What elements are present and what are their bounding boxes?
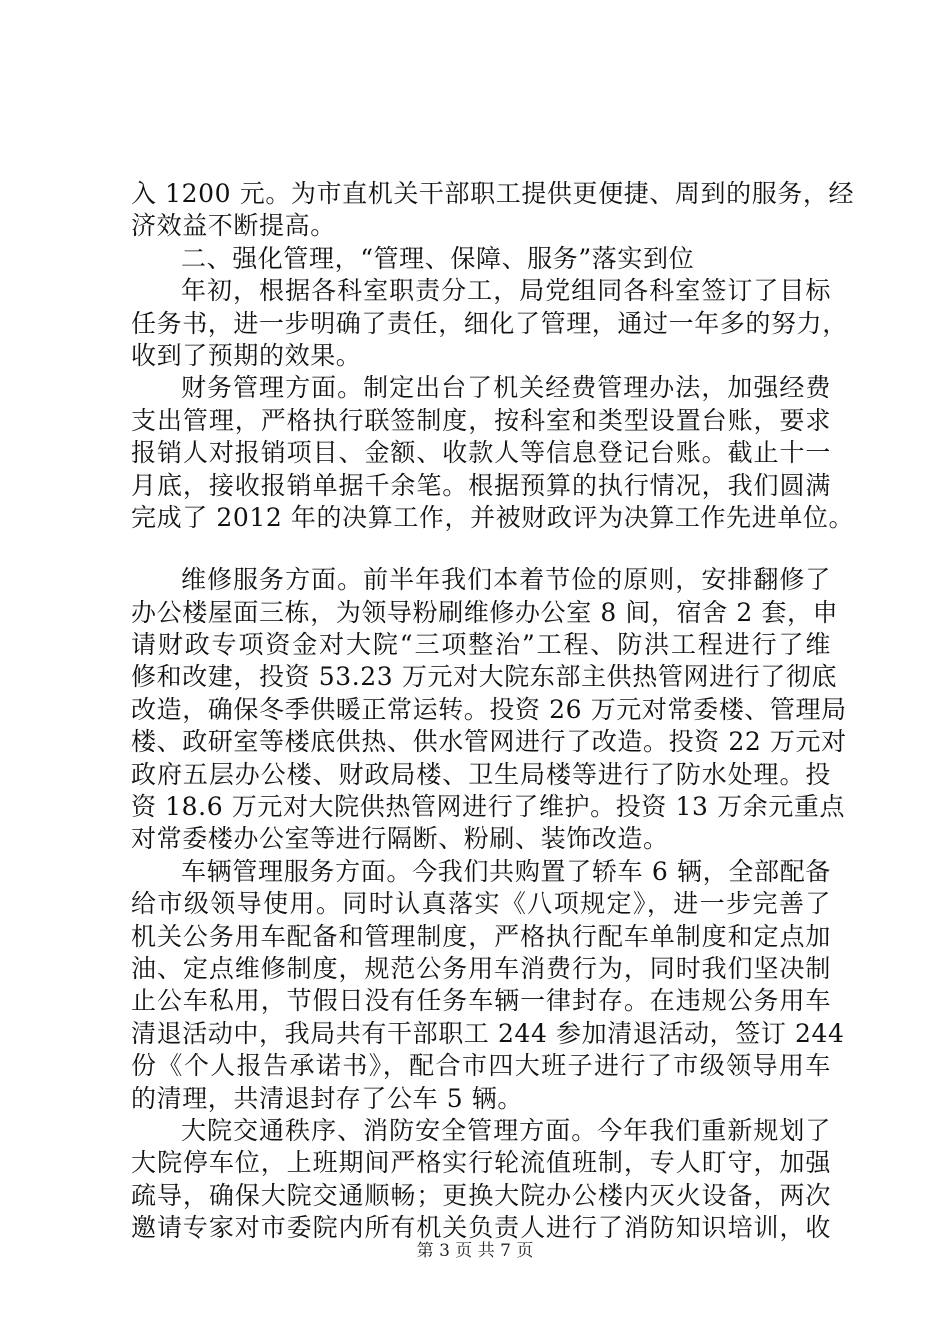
- text-line: 机关公务用车配备和管理制度，严格执行配车单制度和定点加: [131, 921, 831, 951]
- text-line: 资 18.6 万元对大院供热管网进行了维护。投资 13 万余元重点: [131, 792, 846, 822]
- text-line: 支出管理，严格执行联签制度，按科室和类型设置台账，要求: [131, 405, 831, 435]
- text-line: 大院停车位，上班期间严格实行轮流值班制，专人盯守，加强: [131, 1148, 831, 1178]
- text-line: 办公楼屋面三栋，为领导粉刷维修办公室 8 间，宿舍 2 套，申: [131, 597, 839, 627]
- text-line: 大院交通秩序、消防安全管理方面。今年我们重新规划了: [181, 1115, 831, 1145]
- paragraph-target-responsibility: [131, 275, 848, 372]
- paragraph-gap: [131, 534, 831, 564]
- text-line: 给市级领导使用。同时认真落实《八项规定》，进一步完善了: [131, 889, 831, 919]
- paragraph-vehicle-management: [131, 856, 845, 1115]
- text-line: 政府五层办公楼、财政局楼、卫生局楼等进行了防水处理。投: [131, 759, 831, 789]
- text-line: 修和改建，投资 53.23 万元对大院东部主供热管网进行了彻底: [131, 662, 838, 692]
- text-line: 维修服务方面。前半年我们本着节俭的原则，安排翻修了: [181, 565, 831, 595]
- text-line: 完成了 2012 年的决算工作，并被财政评为决算工作先进单位。: [131, 502, 855, 532]
- text-line: 车辆管理服务方面。今我们共购置了轿车 6 辆，全部配备: [181, 856, 831, 886]
- text-line: 份《个人报告承诺书》，配合市四大班子进行了市级领导用车: [131, 1051, 831, 1081]
- text-line: 楼、政研室等楼底供热、供水管网进行了改造。投资 22 万元对: [131, 727, 847, 757]
- paragraph-traffic-fire-safety: [131, 1115, 831, 1245]
- document-body: [131, 178, 855, 1245]
- text-line: 改造，确保冬季供暖正常运转。投资 26 万元对常委楼、管理局: [131, 694, 847, 724]
- text-line: 报销人对报销项目、金额、收款人等信息登记台账。截止十一: [131, 438, 831, 468]
- text-line: 月底，接收报销单据千余笔。根据预算的执行情况，我们圆满: [131, 470, 831, 500]
- text-line: 止公车私用，节假日没有任务车辆一律封存。在违规公务用车: [131, 986, 831, 1016]
- text-line: 清退活动中，我局共有干部职工 244 参加清退活动，签订 244: [131, 1018, 845, 1048]
- text-line: 济效益不断提高。: [131, 211, 336, 241]
- text-line: 年初，根据各科室职责分工，局党组同各科室签订了目标: [181, 276, 831, 306]
- text-line: 财务管理方面。制定出台了机关经费管理办法，加强经费: [181, 373, 831, 403]
- text-line: 油、定点维修制度，规范公务用车消费行为，同时我们坚决制: [131, 953, 831, 983]
- page-footer: [0, 1236, 950, 1261]
- text-line: 请财政专项资金对大院“三项整治”工程、防洪工程进行了维: [131, 630, 831, 660]
- paragraph-financial-management: [131, 372, 855, 534]
- page-number-label: 第 3 页 共 7 页: [416, 1241, 534, 1261]
- text-line: 入 1200 元。为市直机关干部职工提供更便捷、周到的服务，经: [131, 179, 855, 208]
- paragraph-maintenance-service: [131, 564, 847, 856]
- text-line: 收到了预期的效果。: [131, 340, 362, 370]
- paragraph-income-service: [131, 178, 855, 243]
- text-line: 对常委楼办公室等进行隔断、粉刷、装饰改造。: [131, 824, 669, 854]
- text-line: 邀请专家对市委院内所有机关负责人进行了消防知识培训，收: [131, 1213, 831, 1243]
- text-line: 任务书，进一步明确了责任，细化了管理，通过一年多的努力，: [131, 308, 848, 338]
- text-line: 疏导，确保大院交通顺畅；更换大院办公楼内灭火设备，两次: [131, 1180, 831, 1210]
- text-line: 的清理，共清退封存了公车 5 辆。: [131, 1083, 524, 1113]
- section-heading-management: [131, 243, 831, 275]
- text-line: 二、强化管理，“管理、保障、服务”落实到位: [181, 243, 695, 273]
